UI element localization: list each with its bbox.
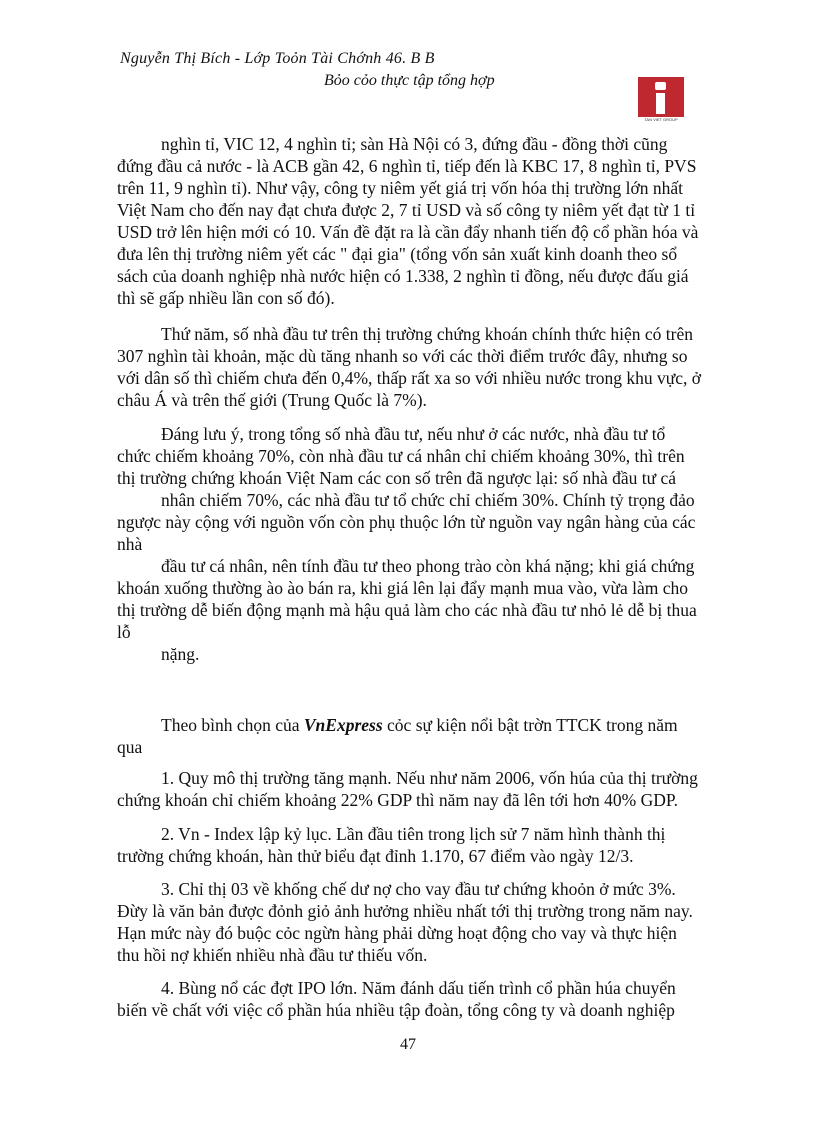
text-fragment: cỏc sự kiện nổi bật trờn TTCK trong năm [382,715,678,735]
text-line: 2. Vn - Index lập kỷ lục. Lần đầu tiên trong lịch sử 7 năm hình thành thị [161,824,666,844]
text-line: thị trường chứng khoán Việt Nam các con số trên đã ngược lại: số nhà đầu tư cá [117,468,677,488]
page-number: 47 [400,1036,416,1053]
text-line: 4. Bùng nổ các đợt IPO lớn. Năm đánh dấu tiến trình cổ phần húa chuyển [161,978,676,998]
text-line: sách của doanh nghiệp nhà nước hiện có 1.338, 2 nghìn tỉ đồng, nếu được đấu giá [117,266,689,286]
list-item-2 [117,823,737,867]
text-line: USD trở lên hiện mới có 10. Vấn đề đặt ra là cần đẩy nhanh tiến độ cổ phần hóa và [117,222,699,242]
text-line: Đáng lưu ý, trong tổng số nhà đầu tư, nếu như ở các nước, nhà đầu tư tổ [161,424,666,444]
text-line: nghìn tỉ, VIC 12, 4 nghìn tỉ; sàn Hà Nội có 3, đứng đầu - đồng thời cũng [161,134,668,154]
text-line: lỗ [117,622,131,642]
text-line: khoán xuống thường ào ào bán ra, khi giá lên lại đẩy mạnh mua vào, vừa làm cho [117,578,689,598]
text-line: đưa lên thị trường niêm yết các " đại gia" (tổng vốn sản xuất kinh doanh theo sổ [117,244,678,264]
vnexpress-brand: VnExpress [303,715,383,735]
text-line: nhân chiếm 70%, các nhà đầu tư tổ chức chỉ chiếm 30%. Chính tỷ trọng đảo [161,490,695,510]
text-line: nhà [117,534,143,554]
text-line: đứng đầu cả nước - là ACB gần 42, 6 nghìn tỉ, tiếp đến là KBC 17, 8 nghìn tỉ, PVS [117,156,697,176]
text-line: thị trường dễ biến động mạnh mà hậu quả làm cho các nhà đầu tư nhỏ lẻ dễ bị thua [117,600,697,620]
list-item-3 [117,878,737,966]
text-line: thu hồi nợ khiến nhiều nhà đầu tư thiếu vốn. [117,945,428,965]
paragraph-market-cap [117,133,737,309]
text-line: Hạn mức này đó buộc cỏc ngừn hàng phải dừng hoạt động cho vay và thực hiện [117,923,677,943]
paragraph-investor-structure [117,423,737,665]
text-line: trên 11, 9 nghìn tỉ). Như vậy, công ty niêm yết giá trị vốn hóa thị trường lớn nhất [117,178,683,198]
text-line: ngược này cộng với nguồn vốn còn phụ thuộc lớn từ nguồn vay ngân hàng của các [117,512,696,532]
text-line: trường chứng khoán, hàn thử biểu đạt đỉnh 1.170, 67 điểm vào ngày 12/3. [117,846,634,866]
logo-caption: TAN VIET GROUP [644,117,678,122]
text-line: với dân số thì chiếm chưa đến 0,4%, thấp rất xa so với nhiều nước trong khu vực, ở [117,368,702,388]
text-line: châu Á và trên thế giới (Trung Quốc là 7%). [117,390,427,410]
text-line: 3. Chỉ thị 03 về khống chế dư nợ cho vay đầu tư chứng khoỏn ở mức 3%. [161,879,676,899]
text-line: Việt Nam cho đến nay đạt chưa được 2, 7 tỉ USD và số công ty niêm yết đạt từ 1 tỉ [117,200,696,220]
header-report-title: Bỏo cỏo thực tập tổng hợp [324,72,495,89]
list-item-4 [117,977,737,1021]
text-line: 1. Quy mô thị trường tăng mạnh. Nếu như năm 2006, vốn húa của thị trường [161,768,698,788]
text-line: Đừy là văn bản được đỏnh giỏ ảnh hưởng nhiều nhất tới thị trường trong năm nay. [117,901,693,921]
company-logo [638,77,684,123]
text-line: Thứ năm, số nhà đầu tư trên thị trường chứng khoán chính thức hiện có trên [161,324,693,344]
text-line: biến về chất với việc cổ phần húa nhiều tập đoàn, tổng công ty và doanh nghiệp [117,1000,675,1020]
text-line: đầu tư cá nhân, nên tính đầu tư theo phong trào còn khá nặng; khi giá chứng [161,556,695,576]
text-line [117,714,737,736]
logo-i-icon [638,77,684,117]
text-line: nặng. [161,644,200,664]
list-item-1 [117,767,737,811]
text-line: qua [117,737,143,757]
paragraph-vnexpress-intro [117,714,737,758]
text-line: thì sẽ gấp nhiều lần con số đó). [117,288,335,308]
text-fragment: Theo bình chọn của [161,715,304,735]
text-line: chứng khoán chỉ chiếm khoảng 22% GDP thì năm nay đã lên tới hơn 40% GDP. [117,790,679,810]
text-line: 307 nghìn tài khoản, mặc dù tăng nhanh so với các thời điểm trước đây, nhưng so [117,346,688,366]
header-author-line: Nguyễn Thị Bích - Lớp Toỏn Tài Chớnh 46. B B [120,50,435,67]
text-line: chức chiếm khoảng 70%, còn nhà đầu tư cá nhân chỉ chiếm khoảng 30%, thì trên [117,446,685,466]
paragraph-investor-accounts [117,323,737,411]
